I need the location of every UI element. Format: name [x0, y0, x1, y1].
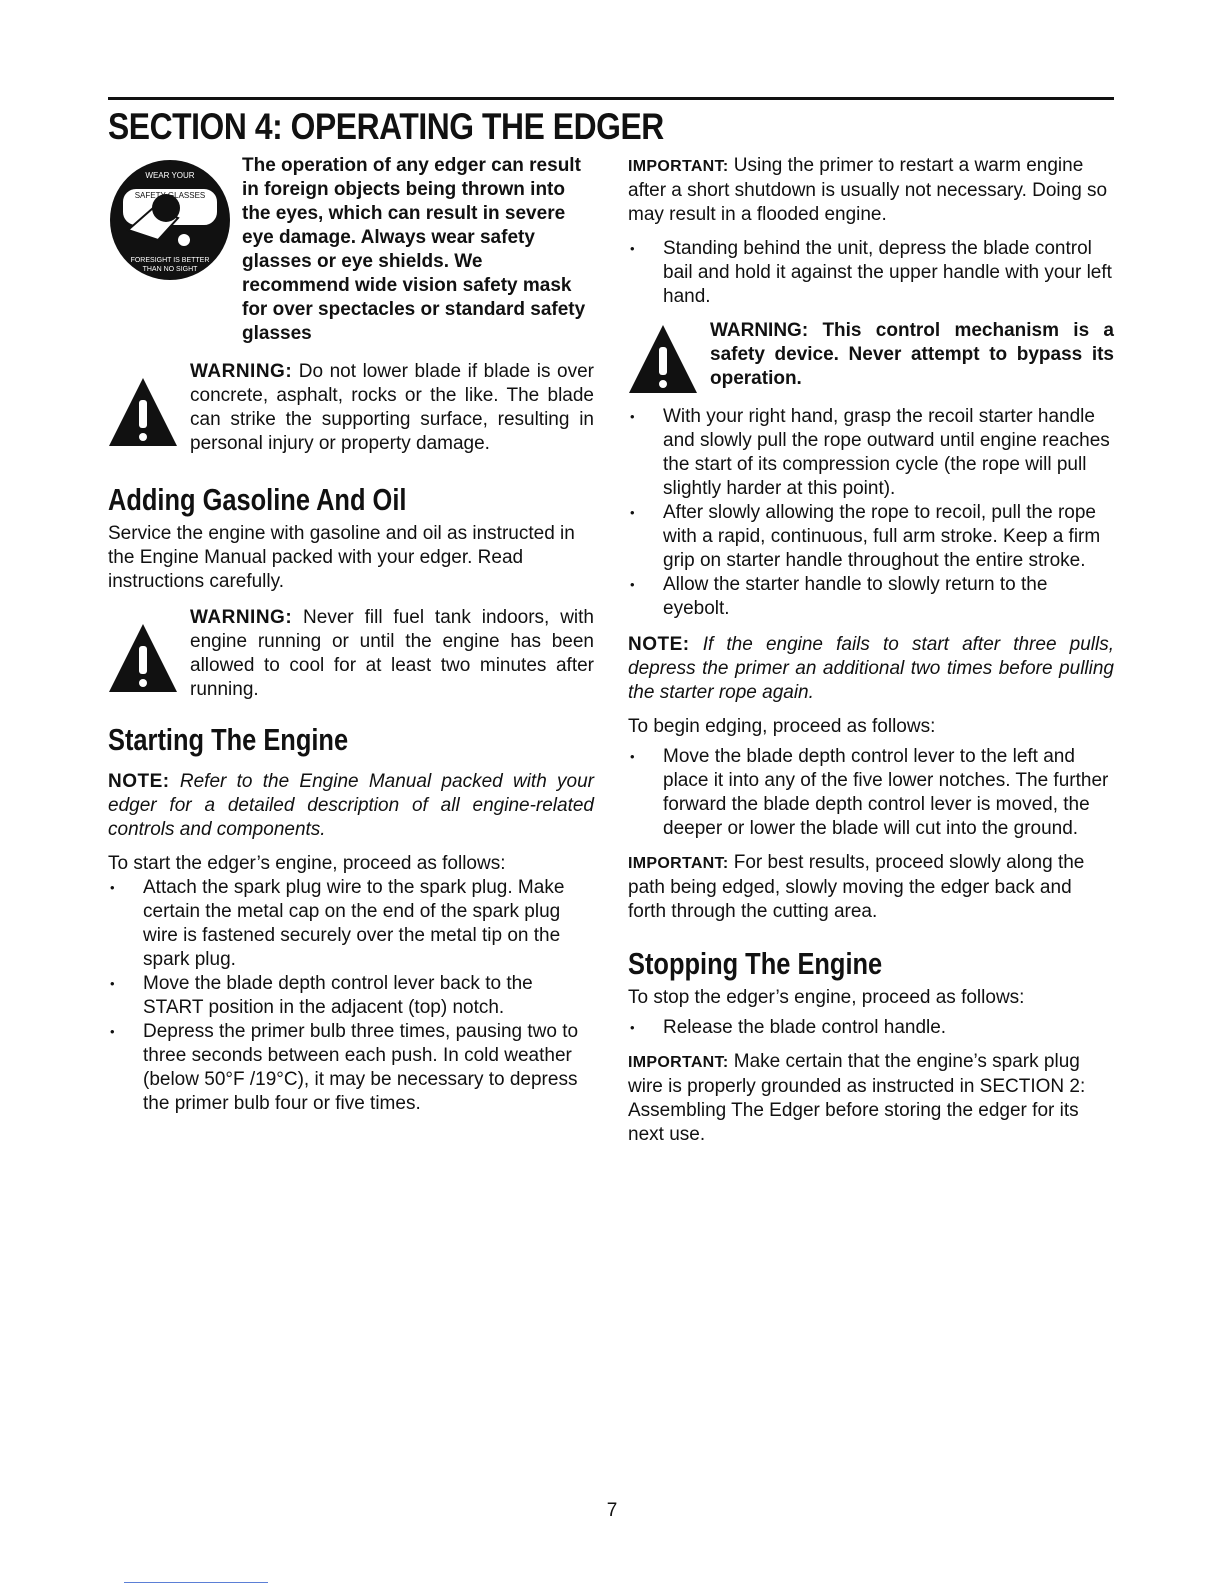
list-item: • After slowly allowing the rope to recoil, pull the rope with a rapid, continuous, full arm stroke. Keep a firm grip on starter handle throughout the entire stroke.	[628, 501, 1114, 573]
warning-text: Do not lower blade if blade is over concrete, asphalt, rocks or the like. The blade can strike the supporting surface, resulting in personal injury or property damage.	[190, 361, 594, 454]
top-rule	[108, 97, 1114, 100]
bottom-link-rule	[124, 1582, 268, 1583]
heading-starting-engine: Starting The Engine	[108, 722, 349, 757]
important-text: Make certain that the engine’s spark plug wire is properly grounded as instructed in SECTION 2: Assembling The Edger before storing the edger for its next use.	[628, 1051, 1086, 1145]
heading-stopping-engine: Stopping The Engine	[628, 946, 883, 981]
list-item: • Attach the spark plug wire to the spark plug. Make certain the metal cap on the end of the spark plug wire is fastened securely over the metal tip on the spark plug.	[108, 876, 594, 972]
badge-top-text: WEAR YOUR	[145, 171, 195, 180]
starting-intro: To start the edger’s engine, proceed as follows:	[108, 853, 506, 874]
important-label: IMPORTANT:	[628, 1054, 729, 1071]
safety-glasses-icon	[108, 158, 232, 282]
warning-label: WARNING:	[190, 607, 293, 628]
list-item: • With your right hand, grasp the recoil starter handle and slowly pull the rope outward until engine reaches the start of its compression cycle (the rope will pull slightly harder at this point).	[628, 405, 1114, 501]
note-engine-fails	[628, 633, 1114, 705]
steps-list-1	[628, 237, 1114, 309]
note-text: Refer to the Engine Manual packed with your edger for a detailed description of all engine-related controls and components.	[108, 771, 594, 840]
warning-triangle-icon	[108, 376, 178, 448]
list-item: • Move the blade depth control lever to the left and place it into any of the five lower notches. The further forward the blade depth control lever is moved, the deeper or lower the blade will cut into the ground.	[628, 745, 1114, 841]
warning-text: WARNING: This control mechanism is a safety device. Never attempt to bypass its operation.	[710, 320, 1114, 389]
right-column	[628, 154, 1114, 1147]
adding-gasoline-text: Service the engine with gasoline and oil as instructed in the Engine Manual packed with your edger. Read instructions carefully.	[108, 523, 575, 592]
stopping-steps-list	[628, 1016, 1114, 1040]
list-item: • Allow the starter handle to slowly return to the eyebolt.	[628, 573, 1114, 621]
edging-intro: To begin edging, proceed as follows:	[628, 716, 936, 737]
list-item: • Standing behind the unit, depress the blade control bail and hold it against the upper handle with your left hand.	[628, 237, 1114, 309]
important-label: IMPORTANT:	[628, 855, 729, 872]
list-item: • Release the blade control handle.	[628, 1016, 1114, 1040]
note-text: If the engine fails to start after three pulls, depress the primer an additional two times before pulling the starter rope again.	[628, 634, 1114, 703]
heading-adding-gasoline: Adding Gasoline And Oil	[108, 482, 407, 517]
important-label: IMPORTANT:	[628, 158, 729, 175]
warning-text: Never fill fuel tank indoors, with engine running or until the engine has been allowed to cool for at least two minutes after running.	[190, 607, 594, 700]
starting-steps-list	[108, 876, 594, 1116]
starting-note	[108, 770, 594, 842]
edging-steps-list	[628, 745, 1114, 841]
list-item: • Depress the primer bulb three times, pausing two to three seconds between each push. In cold weather (below 50°F /19°C), it may be necessary to depress the primer bulb four or five times.	[108, 1020, 594, 1116]
left-column	[108, 154, 594, 1116]
important-best-results	[628, 851, 1114, 924]
warning-triangle-icon	[108, 622, 178, 694]
important-text: Using the primer to restart a warm engine after a short shutdown is usually not necessary. Doing so may result in a flooded engine.	[628, 155, 1108, 225]
warning-fuel-tank	[108, 606, 594, 702]
safety-warning-text: The operation of any edger can result in foreign objects being thrown into the eyes, which can result in severe eye damage. Always wear safety glasses or eye shields. We recommend wide vision safety mask for over spectacles or standard safety glasses	[242, 155, 586, 344]
stopping-intro: To stop the edger’s engine, proceed as follows:	[628, 987, 1025, 1008]
list-item: • Move the blade depth control lever back to the START position in the adjacent (top) notch.	[108, 972, 594, 1020]
warning-control-mechanism	[628, 319, 1114, 395]
warning-label: WARNING:	[190, 361, 293, 382]
safety-glasses-block	[108, 154, 594, 346]
badge-bottom-text-2: THAN NO SIGHT	[142, 266, 198, 273]
badge-bottom-text-1: FORESIGHT IS BETTER	[130, 257, 210, 264]
section-title: SECTION 4: OPERATING THE EDGER	[108, 106, 664, 147]
note-label: NOTE:	[628, 634, 690, 655]
badge-mid-text: SAFETY GLASSES	[134, 191, 206, 200]
important-spark-plug	[628, 1050, 1114, 1147]
important-primer	[628, 154, 1114, 227]
warning-triangle-icon	[628, 323, 698, 395]
important-text: For best results, proceed slowly along the path being edged, slowly moving the edger back and forth through the cutting area.	[628, 852, 1085, 922]
warning-lower-blade	[108, 360, 594, 456]
note-label: NOTE:	[108, 771, 170, 792]
page-number: 7	[606, 1500, 618, 1521]
steps-list-2	[628, 405, 1114, 621]
